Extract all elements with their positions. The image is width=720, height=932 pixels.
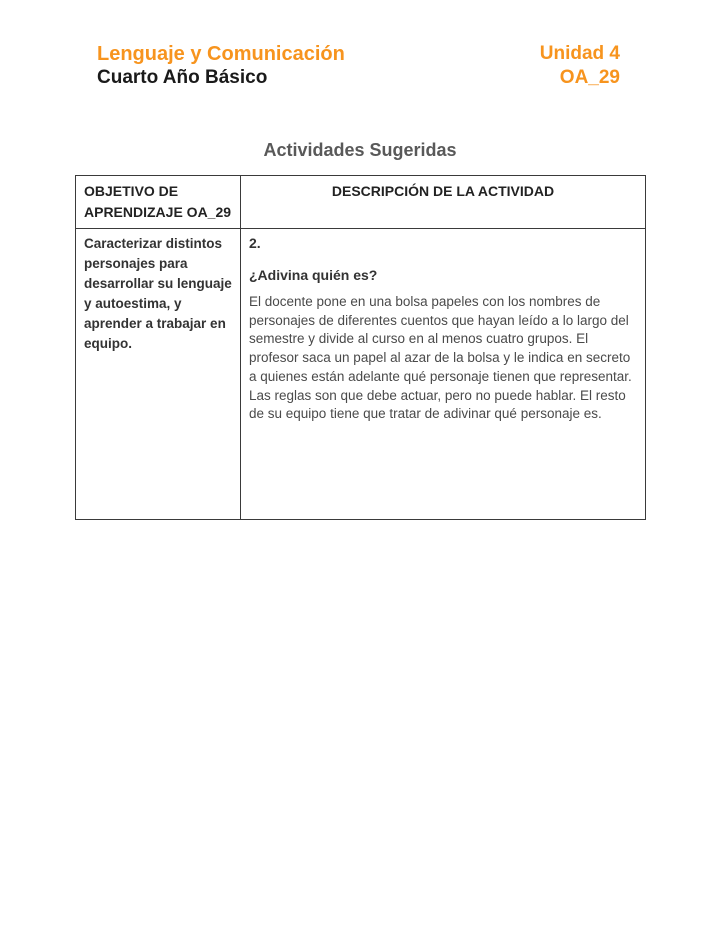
header-right-block (540, 42, 620, 90)
objective-text: Caracterizar distintos personajes para desarrollar su lenguaje y autoestima, y aprender a trabajar en equipo. (84, 236, 232, 351)
objective-cell (76, 229, 241, 520)
activities-table (75, 175, 646, 520)
subject-title: Lenguaje y Comunicación (97, 43, 345, 65)
activity-description: El docente pone en una bolsa papeles con los nombres de personajes de diferentes cuentos que hayan leído a lo largo del semestre y divide al curso en al menos cuatro grupos. El profesor saca un papel al azar de la bolsa y le indica en secreto a quienes están adelante qué personaje tienen que representar. Las reglas son que debe actuar, pero no puede hablar. El resto de su equipo tiene que tratar de adivinar qué personaje es. (249, 294, 632, 422)
header-left-block (97, 42, 345, 90)
table-header-row (76, 176, 646, 229)
activity-cell (241, 229, 646, 520)
document-header (97, 42, 620, 90)
activity-number: 2. (249, 235, 261, 251)
activity-title: ¿Adivina quién es? (249, 267, 378, 283)
grade-subtitle: Cuarto Año Básico (97, 67, 268, 88)
unit-label: Unidad 4 (539, 43, 620, 64)
oa-code-label: OA_29 (559, 67, 620, 88)
page-title: Actividades Sugeridas (263, 140, 457, 160)
column-header-objective: OBJETIVO DE APRENDIZAJE OA_29 (76, 176, 241, 229)
table-row (76, 229, 646, 520)
column-header-description: DESCRIPCIÓN DE LA ACTIVIDAD (241, 176, 646, 229)
